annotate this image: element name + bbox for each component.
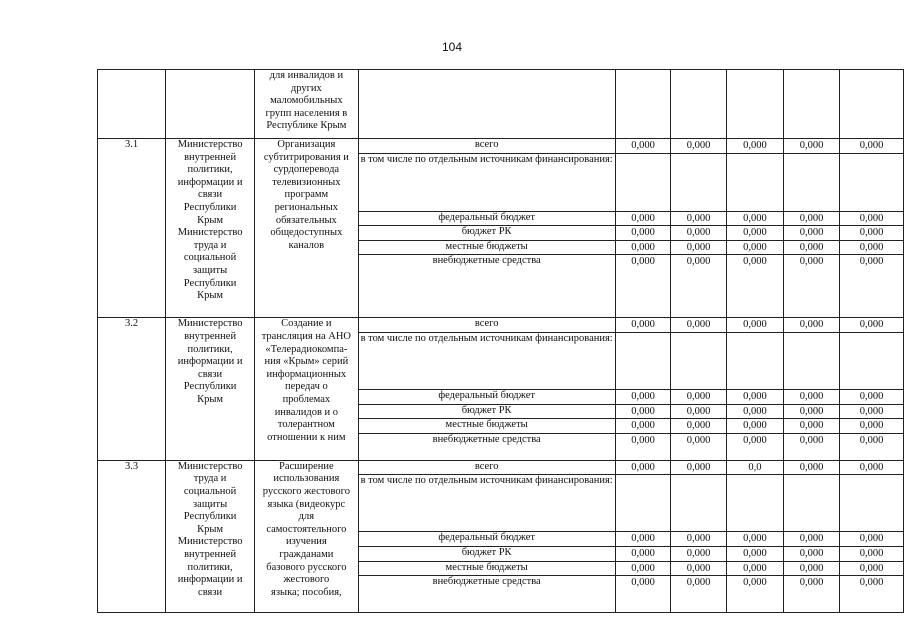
source-label: всего xyxy=(358,318,615,333)
source-label: внебюджетные средства xyxy=(358,576,615,613)
value-cell: 0,000 xyxy=(615,546,671,561)
value-cell: 0,000 xyxy=(783,318,839,333)
source-label: федеральный бюджет xyxy=(358,389,615,404)
source-label: внебюджетные средства xyxy=(358,255,615,318)
value-cell xyxy=(840,332,904,389)
value-cell: 0,000 xyxy=(726,226,783,241)
value-cell xyxy=(726,70,783,139)
value-cell: 0,000 xyxy=(615,139,671,154)
value-cell: 0,000 xyxy=(783,460,839,475)
value-cell: 0,000 xyxy=(726,404,783,419)
executor-cell xyxy=(166,70,255,139)
value-cell: 0,000 xyxy=(726,255,783,318)
table-row xyxy=(98,139,904,154)
value-cell: 0,000 xyxy=(615,561,671,576)
value-cell: 0,000 xyxy=(840,576,904,613)
num-cell xyxy=(98,70,166,139)
value-cell: 0,000 xyxy=(840,561,904,576)
funding-table xyxy=(97,69,904,613)
value-cell: 0,000 xyxy=(671,404,727,419)
value-cell: 0,000 xyxy=(783,211,839,226)
value-cell: 0,000 xyxy=(840,226,904,241)
executor-cell: Министерство внутренней политики, информации и связи Республики Крым Министерство труда и социальной защиты Республики Крым xyxy=(166,139,255,318)
value-cell: 0,000 xyxy=(783,576,839,613)
value-cell: 0,000 xyxy=(671,546,727,561)
value-cell: 0,000 xyxy=(671,240,727,255)
measure-cell: Организация субтитрирования и сурдоперевода телевизионных программ региональных обязательных общедоступных каналов xyxy=(255,139,358,318)
value-cell: 0,000 xyxy=(840,460,904,475)
measure-cell: для инвалидов и других маломобильных групп населения в Республике Крым xyxy=(255,70,358,139)
value-cell: 0,000 xyxy=(840,139,904,154)
value-cell xyxy=(671,70,727,139)
source-label: бюджет РК xyxy=(358,404,615,419)
value-cell xyxy=(671,153,727,211)
source-cell xyxy=(358,70,615,139)
value-cell: 0,000 xyxy=(783,419,839,434)
value-cell: 0,000 xyxy=(671,318,727,333)
value-cell: 0,000 xyxy=(726,433,783,460)
measure-cell: Расширение использования русского жестового языка (видеокурс для самостоятельного изучения гражданами базового русского жестового языка; пособия, xyxy=(255,460,358,612)
value-cell: 0,000 xyxy=(671,576,727,613)
value-cell: 0,000 xyxy=(783,139,839,154)
value-cell: 0,000 xyxy=(840,546,904,561)
value-cell: 0,000 xyxy=(783,404,839,419)
value-cell: 0,000 xyxy=(726,419,783,434)
source-label: внебюджетные средства xyxy=(358,433,615,460)
value-cell xyxy=(726,332,783,389)
source-label: местные бюджеты xyxy=(358,240,615,255)
value-cell xyxy=(615,70,671,139)
value-cell: 0,000 xyxy=(840,404,904,419)
value-cell: 0,000 xyxy=(671,389,727,404)
value-cell xyxy=(726,153,783,211)
value-cell: 0,000 xyxy=(615,532,671,547)
value-cell: 0,000 xyxy=(726,389,783,404)
executor-cell: Министерство труда и социальной защиты Республики Крым Министерство внутренней политики, информации и связи xyxy=(166,460,255,612)
value-cell xyxy=(840,153,904,211)
source-label: в том числе по отдельным источникам финансирования: xyxy=(358,332,615,389)
source-label: всего xyxy=(358,460,615,475)
source-label: бюджет РК xyxy=(358,226,615,241)
measure-cell: Создание и трансляция на АНО «Телерадиокомпа- ния «Крым» серий информационных передач о проблемах инвалидов и о толерантном отношении к ним xyxy=(255,318,358,460)
value-cell: 0,000 xyxy=(840,211,904,226)
value-cell: 0,000 xyxy=(615,404,671,419)
value-cell: 0,000 xyxy=(615,211,671,226)
source-label: в том числе по отдельным источникам финансирования: xyxy=(358,153,615,211)
page-number: 104 xyxy=(441,40,463,54)
value-cell: 0,000 xyxy=(783,433,839,460)
value-cell xyxy=(840,70,904,139)
source-label: федеральный бюджет xyxy=(358,211,615,226)
value-cell: 0,000 xyxy=(840,255,904,318)
value-cell: 0,000 xyxy=(726,561,783,576)
value-cell: 0,0 xyxy=(726,460,783,475)
value-cell xyxy=(671,475,727,532)
value-cell: 0,000 xyxy=(726,318,783,333)
source-label: местные бюджеты xyxy=(358,419,615,434)
value-cell: 0,000 xyxy=(726,532,783,547)
source-label: местные бюджеты xyxy=(358,561,615,576)
value-cell: 0,000 xyxy=(840,318,904,333)
source-label: федеральный бюджет xyxy=(358,532,615,547)
value-cell: 0,000 xyxy=(726,211,783,226)
value-cell: 0,000 xyxy=(615,576,671,613)
value-cell: 0,000 xyxy=(840,389,904,404)
value-cell xyxy=(783,153,839,211)
value-cell: 0,000 xyxy=(671,139,727,154)
source-label: в том числе по отдельным источникам финансирования: xyxy=(358,475,615,532)
value-cell xyxy=(783,70,839,139)
value-cell: 0,000 xyxy=(726,240,783,255)
source-label: бюджет РК xyxy=(358,546,615,561)
value-cell: 0,000 xyxy=(783,546,839,561)
value-cell: 0,000 xyxy=(671,433,727,460)
executor-cell: Министерство внутренней политики, информации и связи Республики Крым xyxy=(166,318,255,460)
value-cell: 0,000 xyxy=(840,532,904,547)
row-number: 3.2 xyxy=(98,318,166,460)
value-cell: 0,000 xyxy=(726,139,783,154)
value-cell xyxy=(615,153,671,211)
value-cell: 0,000 xyxy=(615,389,671,404)
table-row xyxy=(98,460,904,475)
source-label: всего xyxy=(358,139,615,154)
value-cell: 0,000 xyxy=(726,546,783,561)
value-cell: 0,000 xyxy=(783,532,839,547)
value-cell: 0,000 xyxy=(615,460,671,475)
table-row xyxy=(98,70,904,139)
value-cell: 0,000 xyxy=(671,419,727,434)
table-row xyxy=(98,318,904,333)
value-cell: 0,000 xyxy=(783,389,839,404)
value-cell: 0,000 xyxy=(671,226,727,241)
value-cell: 0,000 xyxy=(615,318,671,333)
value-cell: 0,000 xyxy=(840,419,904,434)
value-cell: 0,000 xyxy=(840,433,904,460)
value-cell: 0,000 xyxy=(615,255,671,318)
value-cell xyxy=(671,332,727,389)
value-cell xyxy=(615,332,671,389)
value-cell: 0,000 xyxy=(615,433,671,460)
value-cell: 0,000 xyxy=(671,255,727,318)
value-cell: 0,000 xyxy=(671,532,727,547)
value-cell: 0,000 xyxy=(783,561,839,576)
value-cell xyxy=(783,332,839,389)
value-cell: 0,000 xyxy=(615,419,671,434)
row-number: 3.1 xyxy=(98,139,166,318)
value-cell: 0,000 xyxy=(671,460,727,475)
value-cell: 0,000 xyxy=(783,240,839,255)
value-cell: 0,000 xyxy=(726,576,783,613)
value-cell: 0,000 xyxy=(783,226,839,241)
value-cell: 0,000 xyxy=(783,255,839,318)
value-cell: 0,000 xyxy=(615,226,671,241)
value-cell: 0,000 xyxy=(671,561,727,576)
value-cell xyxy=(615,475,671,532)
row-number: 3.3 xyxy=(98,460,166,612)
value-cell: 0,000 xyxy=(671,211,727,226)
value-cell: 0,000 xyxy=(840,240,904,255)
value-cell xyxy=(840,475,904,532)
value-cell xyxy=(783,475,839,532)
value-cell: 0,000 xyxy=(615,240,671,255)
value-cell xyxy=(726,475,783,532)
